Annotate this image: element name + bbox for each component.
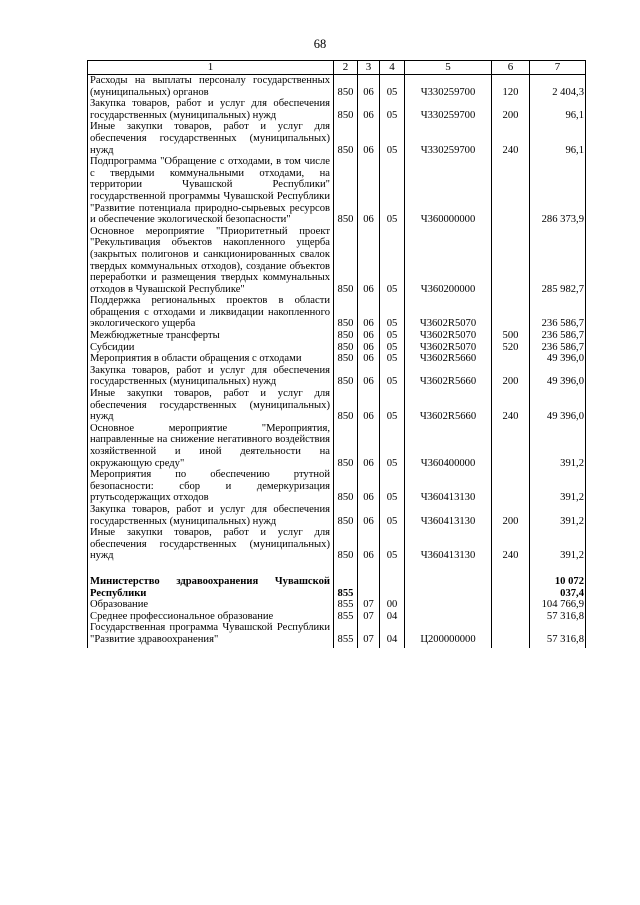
cell-col-3: 06 <box>358 75 380 99</box>
cell-col-4: 05 <box>380 75 405 99</box>
cell-col-2: 850 <box>334 98 358 121</box>
cell-col-3: 06 <box>358 469 380 504</box>
cell-col-2: 850 <box>334 330 358 342</box>
cell-name: Основное мероприятие "Приоритетный проект "Рекультивация объектов накопленного ущерба (закрытых полигонов и санкционированных свалок твердых коммунальных отходов), создание объектов переработки и размещения твердых коммунальных отходов в Чувашской Республике" <box>88 226 334 296</box>
header-col-2: 2 <box>334 61 358 75</box>
cell-col-7: 391,2 <box>530 469 586 504</box>
cell-col-7: 96,1 <box>530 121 586 156</box>
cell-col-5: Ч360400000 <box>405 423 492 469</box>
cell-col-3 <box>358 576 380 599</box>
cell-col-4: 05 <box>380 469 405 504</box>
cell-col-5: Ч360413130 <box>405 527 492 562</box>
cell-col-2: 850 <box>334 295 358 330</box>
cell-col-3: 07 <box>358 599 380 611</box>
table-row <box>88 622 586 647</box>
cell-col-2: 855 <box>334 599 358 611</box>
cell-col-5: Ч3602R5660 <box>405 365 492 388</box>
cell-col-6: 200 <box>492 504 530 527</box>
cell-name: Иные закупки товаров, работ и услуг для обеспечения государственных (муниципальных) нужд <box>88 121 334 156</box>
cell-name: Субсидии <box>88 342 334 354</box>
cell-col-4: 05 <box>380 98 405 121</box>
cell-col-7: 49 396,0 <box>530 388 586 423</box>
cell-col-2: 850 <box>334 75 358 99</box>
cell-col-5: Ч360200000 <box>405 226 492 296</box>
cell-name: Закупка товаров, работ и услуг для обеспечения государственных (муниципальных) нужд <box>88 504 334 527</box>
cell-col-5: Ч3602R5070 <box>405 295 492 330</box>
cell-col-5 <box>405 576 492 599</box>
cell-col-3: 06 <box>358 98 380 121</box>
table-row <box>88 527 586 562</box>
cell-col-6: 200 <box>492 98 530 121</box>
cell-col-4: 05 <box>380 353 405 365</box>
cell-col-3: 06 <box>358 365 380 388</box>
cell-col-7: 391,2 <box>530 423 586 469</box>
spacer-cell <box>380 562 405 576</box>
cell-col-4: 05 <box>380 388 405 423</box>
cell-col-6 <box>492 423 530 469</box>
cell-col-5: Ч360413130 <box>405 469 492 504</box>
cell-col-4: 05 <box>380 342 405 354</box>
cell-col-5: Ч330259700 <box>405 98 492 121</box>
cell-col-3: 06 <box>358 295 380 330</box>
cell-col-6 <box>492 226 530 296</box>
cell-col-4: 05 <box>380 365 405 388</box>
cell-col-6 <box>492 353 530 365</box>
cell-col-2: 850 <box>334 423 358 469</box>
cell-name: Поддержка региональных проектов в области обращения с отходами и ликвидации накопленного экологического ущерба <box>88 295 334 330</box>
cell-col-5: Ц200000000 <box>405 622 492 647</box>
cell-col-5: Ч330259700 <box>405 121 492 156</box>
cell-col-7: 285 982,7 <box>530 226 586 296</box>
cell-col-3: 06 <box>358 504 380 527</box>
cell-col-7: 2 404,3 <box>530 75 586 99</box>
cell-name: Закупка товаров, работ и услуг для обеспечения государственных (муниципальных) нужд <box>88 365 334 388</box>
cell-name: Государственная программа Чувашской Республики "Развитие здравоохранения" <box>88 622 334 647</box>
cell-col-4: 04 <box>380 622 405 647</box>
budget-table <box>87 60 586 648</box>
header-col-6: 6 <box>492 61 530 75</box>
cell-col-4: 05 <box>380 504 405 527</box>
cell-col-4: 05 <box>380 330 405 342</box>
cell-col-4: 05 <box>380 121 405 156</box>
cell-col-6: 240 <box>492 527 530 562</box>
header-col-1: 1 <box>88 61 334 75</box>
cell-name: Иные закупки товаров, работ и услуг для обеспечения государственных (муниципальных) нужд <box>88 527 334 562</box>
cell-col-6 <box>492 576 530 599</box>
header-col-4: 4 <box>380 61 405 75</box>
table-row <box>88 576 586 599</box>
cell-col-3: 06 <box>358 330 380 342</box>
table-row <box>88 611 586 623</box>
table-row <box>88 75 586 99</box>
table-row <box>88 365 586 388</box>
cell-col-6 <box>492 295 530 330</box>
cell-name: Иные закупки товаров, работ и услуг для обеспечения государственных (муниципальных) нужд <box>88 388 334 423</box>
cell-col-5 <box>405 599 492 611</box>
cell-col-6: 200 <box>492 365 530 388</box>
page-number: 68 <box>313 37 327 51</box>
table-row <box>88 98 586 121</box>
spacer-cell <box>530 562 586 576</box>
cell-col-7: 236 586,7 <box>530 330 586 342</box>
cell-col-4: 05 <box>380 226 405 296</box>
cell-col-7: 104 766,9 <box>530 599 586 611</box>
cell-col-6: 500 <box>492 330 530 342</box>
cell-col-2: 850 <box>334 504 358 527</box>
cell-col-7: 236 586,7 <box>530 295 586 330</box>
table-row <box>88 342 586 354</box>
table-row <box>88 504 586 527</box>
cell-col-2: 850 <box>334 121 358 156</box>
header-row <box>88 61 586 75</box>
cell-col-7: 286 373,9 <box>530 156 586 226</box>
table-row <box>88 599 586 611</box>
spacer-cell <box>492 562 530 576</box>
cell-name: Среднее профессиональное образование <box>88 611 334 623</box>
cell-col-7: 391,2 <box>530 527 586 562</box>
cell-col-2: 850 <box>334 353 358 365</box>
spacer-cell <box>358 562 380 576</box>
cell-col-4: 05 <box>380 156 405 226</box>
cell-col-7: 49 396,0 <box>530 353 586 365</box>
cell-name: Расходы на выплаты персоналу государственных (муниципальных) органов <box>88 75 334 99</box>
table-row <box>88 388 586 423</box>
cell-name: Подпрограмма "Обращение с отходами, в том числе с твердыми коммунальными отходами, на территории Чувашской Республики" государственной программы Чувашской Республики "Развитие потенциала природно-сырьевых ресурсов и обеспечение экологической безопасности" <box>88 156 334 226</box>
cell-col-7: 391,2 <box>530 504 586 527</box>
cell-col-2: 850 <box>334 388 358 423</box>
cell-col-7: 57 316,8 <box>530 622 586 647</box>
cell-col-2: 850 <box>334 226 358 296</box>
cell-col-3: 06 <box>358 156 380 226</box>
cell-col-3: 06 <box>358 353 380 365</box>
cell-col-5: Ч360413130 <box>405 504 492 527</box>
cell-col-2: 855 <box>334 622 358 647</box>
cell-col-6 <box>492 156 530 226</box>
cell-col-7: 96,1 <box>530 98 586 121</box>
cell-name: Мероприятия в области обращения с отходами <box>88 353 334 365</box>
table-row <box>88 156 586 226</box>
cell-col-2: 850 <box>334 527 358 562</box>
spacer-row <box>88 562 586 576</box>
cell-col-5: Ч3602R5660 <box>405 353 492 365</box>
cell-col-7: 10 072 037,4 <box>530 576 586 599</box>
cell-col-6 <box>492 622 530 647</box>
cell-name: Межбюджетные трансферты <box>88 330 334 342</box>
cell-col-2: 855 <box>334 576 358 599</box>
cell-col-7: 236 586,7 <box>530 342 586 354</box>
cell-col-6 <box>492 599 530 611</box>
cell-col-4: 05 <box>380 527 405 562</box>
cell-col-7: 49 396,0 <box>530 365 586 388</box>
spacer-cell <box>334 562 358 576</box>
cell-col-6: 120 <box>492 75 530 99</box>
cell-col-5: Ч330259700 <box>405 75 492 99</box>
spacer-cell <box>88 562 334 576</box>
cell-col-6: 240 <box>492 388 530 423</box>
cell-col-3: 06 <box>358 527 380 562</box>
table-row <box>88 226 586 296</box>
cell-col-5: Ч3602R5070 <box>405 342 492 354</box>
cell-name: Мероприятия по обеспечению ртутной безопасности: сбор и демеркуризация ртутьсодержащих отходов <box>88 469 334 504</box>
cell-col-3: 06 <box>358 121 380 156</box>
table-row <box>88 121 586 156</box>
cell-col-5 <box>405 611 492 623</box>
cell-name: Основное мероприятие "Мероприятия, направленные на снижение негативного воздействия хозяйственной и иной деятельности на окружающую среду" <box>88 423 334 469</box>
cell-col-5: Ч360000000 <box>405 156 492 226</box>
cell-col-2: 855 <box>334 611 358 623</box>
cell-col-2: 850 <box>334 365 358 388</box>
cell-col-3: 06 <box>358 423 380 469</box>
cell-col-6 <box>492 469 530 504</box>
cell-col-5: Ч3602R5070 <box>405 330 492 342</box>
cell-name: Закупка товаров, работ и услуг для обеспечения государственных (муниципальных) нужд <box>88 98 334 121</box>
cell-col-4: 05 <box>380 295 405 330</box>
cell-col-3: 06 <box>358 226 380 296</box>
table-row <box>88 423 586 469</box>
header-col-7: 7 <box>530 61 586 75</box>
cell-col-3: 06 <box>358 342 380 354</box>
cell-col-7: 57 316,8 <box>530 611 586 623</box>
cell-col-6: 240 <box>492 121 530 156</box>
cell-col-6: 520 <box>492 342 530 354</box>
cell-col-4 <box>380 576 405 599</box>
table-row <box>88 353 586 365</box>
spacer-cell <box>405 562 492 576</box>
cell-col-3: 06 <box>358 388 380 423</box>
header-col-5: 5 <box>405 61 492 75</box>
header-col-3: 3 <box>358 61 380 75</box>
cell-col-4: 05 <box>380 423 405 469</box>
table-row <box>88 469 586 504</box>
cell-name: Образование <box>88 599 334 611</box>
cell-col-2: 850 <box>334 342 358 354</box>
cell-col-3: 07 <box>358 622 380 647</box>
cell-col-3: 07 <box>358 611 380 623</box>
cell-col-2: 850 <box>334 469 358 504</box>
cell-col-2: 850 <box>334 156 358 226</box>
cell-name: Министерство здравоохранения Чувашской Республики <box>88 576 334 599</box>
cell-col-4: 00 <box>380 599 405 611</box>
table-row <box>88 330 586 342</box>
cell-col-5: Ч3602R5660 <box>405 388 492 423</box>
cell-col-6 <box>492 611 530 623</box>
cell-col-4: 04 <box>380 611 405 623</box>
table-row <box>88 295 586 330</box>
